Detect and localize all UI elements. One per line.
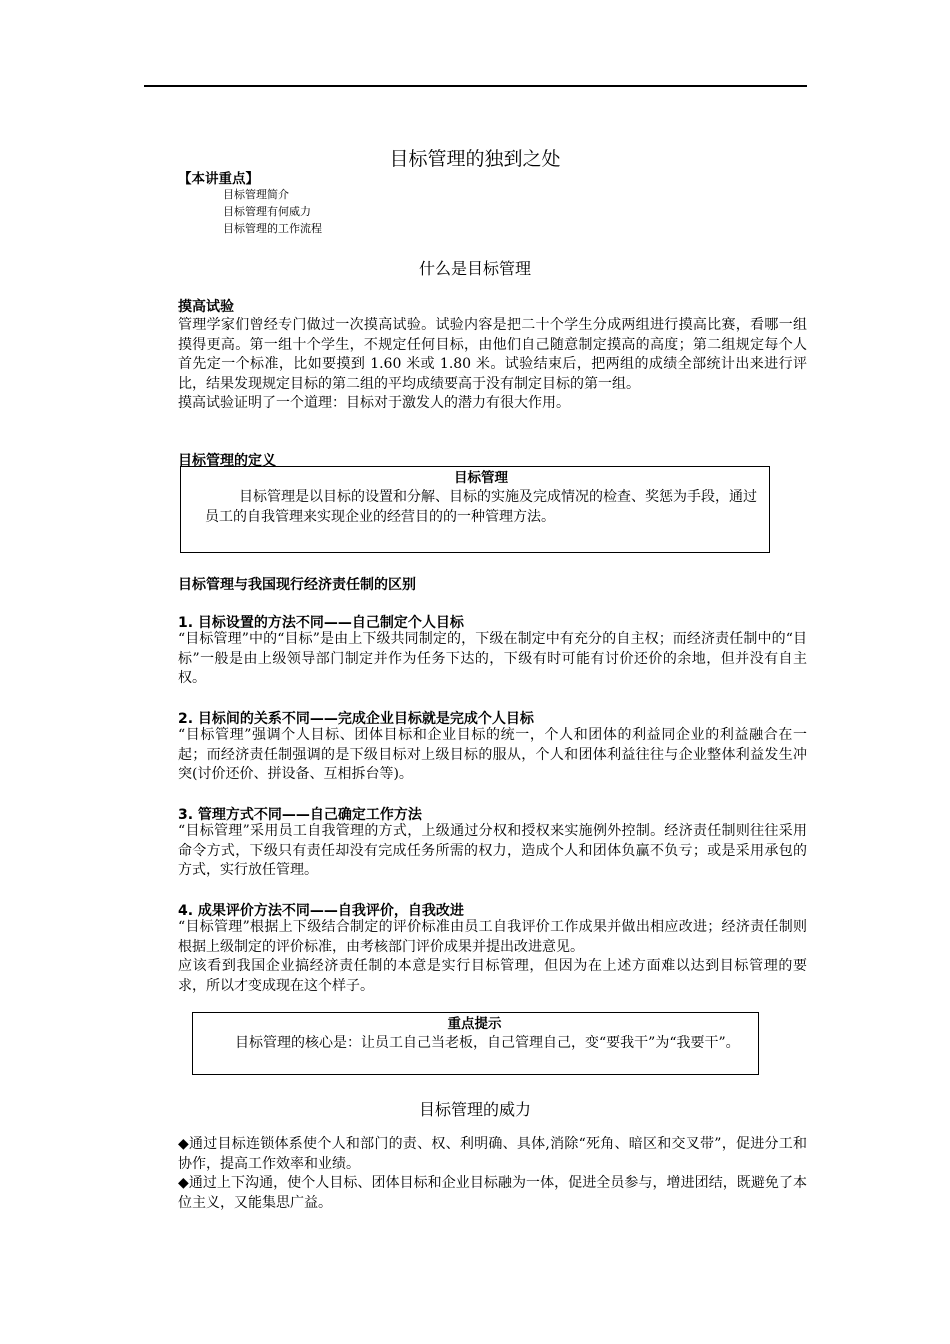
difference-point-3-body: “目标管理”采用员工自我管理的方式，上级通过分权和授权来实施例外控制。经济责任制则往往采用命令方式，下级只有责任却没有完成任务所需的权力，造成个人和团体负赢不负亏；或是采用承包的方式，实行放任管理。 — [178, 823, 807, 878]
experiment-conclusion: 摸高试验证明了一个道理：目标对于激发人的潜力有很大作用。 — [178, 395, 570, 411]
tip-box — [192, 1012, 759, 1075]
tip-box-text: 目标管理的核心是：让员工自己当老板，自己管理自己，变“要我干”为“我要干”。 — [235, 1035, 740, 1051]
difference-point-1-text — [144, 630, 807, 689]
key-point-item: 目标管理简介 — [223, 188, 289, 201]
experiment-text: 管理学家们曾经专门做过一次摸高试验。试验内容是把二十个学生分成两组进行摸高比赛，看哪一组摸得更高。第一组十个学生，不规定任何目标，由他们自己随意制定摸高的高度；第二组规定每个人首先定一个标准，比如要摸到 1.60 米或 1.80 米。试验结束后，把两组的成绩全部统计出来进行评比，结果发现规定目标的第二组的平均成绩要高于没有制定目标的第一组。 — [178, 317, 807, 392]
difference-point-3-heading: 3. 管理方式不同——自己确定工作方法 — [178, 807, 422, 823]
definition-box-title: 目标管理 — [454, 470, 508, 486]
definition-box-text: 目标管理是以目标的设置和分解、目标的实施及完成情况的检查、奖惩为手段，通过员工的自我管理来实现企业的经营目的的一种管理方法。 — [205, 489, 757, 525]
difference-point-4-body: “目标管理”根据上下级结合制定的评价标准由员工自我评价工作成果并做出相应改进；经济责任制则根据上级制定的评价标准，由考核部门评价成果并提出改进意见。 — [178, 919, 807, 955]
difference-point-3-text — [144, 822, 807, 881]
power-bullet-item: ◆通过目标连锁体系使个人和部门的责、权、利明确、具体,消除“死角、暗区和交叉带”，促进分工和协作，提高工作效率和业绩。 — [178, 1136, 807, 1172]
difference-heading: 目标管理与我国现行经济责任制的区别 — [178, 577, 416, 593]
experiment-heading: 摸高试验 — [178, 299, 234, 315]
key-points-list — [223, 186, 322, 237]
difference-point-1-body: “目标管理”中的“目标”是由上下级共同制定的，下级在制定中有充分的自主权；而经济责任制中的“目标”一般是由上级领导部门制定并作为任务下达的，下级有时可能有讨价还价的余地，但并没有自主权。 — [178, 631, 807, 686]
section-heading-power: 目标管理的威力 — [418, 1100, 531, 1119]
key-point-item: 目标管理的工作流程 — [223, 222, 322, 235]
tip-box-title: 重点提示 — [447, 1016, 502, 1032]
power-bullets — [144, 1135, 807, 1213]
difference-point-2-heading: 2. 目标间的关系不同——完成企业目标就是完成个人目标 — [178, 711, 534, 727]
definition-box — [180, 466, 770, 553]
key-point-item: 目标管理有何威力 — [223, 205, 311, 218]
difference-point-1-heading: 1. 目标设置的方法不同——自己制定个人目标 — [178, 615, 464, 631]
difference-point-2-body: “目标管理”强调个人目标、团体目标和企业目标的统一，个人和团体的利益同企业的利益融合在一起；而经济责任制强调的是下级目标对上级目标的服从，个人和团体利益往往与企业整体利益发生冲突(讨价还价、拼设备、互相拆台等)。 — [178, 727, 807, 782]
page-title: 目标管理的独到之处 — [389, 148, 561, 170]
key-points-heading: 【本讲重点】 — [178, 171, 259, 187]
power-bullet-item: ◆通过上下沟通，使个人目标、团体目标和企业目标融为一体，促进全员参与，增进团结，既避免了本位主义，又能集思广益。 — [178, 1175, 807, 1211]
difference-point-4-heading: 4. 成果评价方法不同——自我评价，自我改进 — [178, 903, 464, 919]
definition-heading: 目标管理的定义 — [178, 453, 276, 469]
difference-point-4-text — [144, 918, 807, 996]
experiment-paragraph — [144, 316, 807, 414]
section-heading-what-is: 什么是目标管理 — [418, 259, 531, 278]
difference-conclusion: 应该看到我国企业搞经济责任制的本意是实行目标管理，但因为在上述方面难以达到目标管理的要求，所以才变成现在这个样子。 — [178, 958, 807, 994]
header-rule — [144, 85, 807, 87]
difference-point-2-text — [144, 726, 807, 785]
